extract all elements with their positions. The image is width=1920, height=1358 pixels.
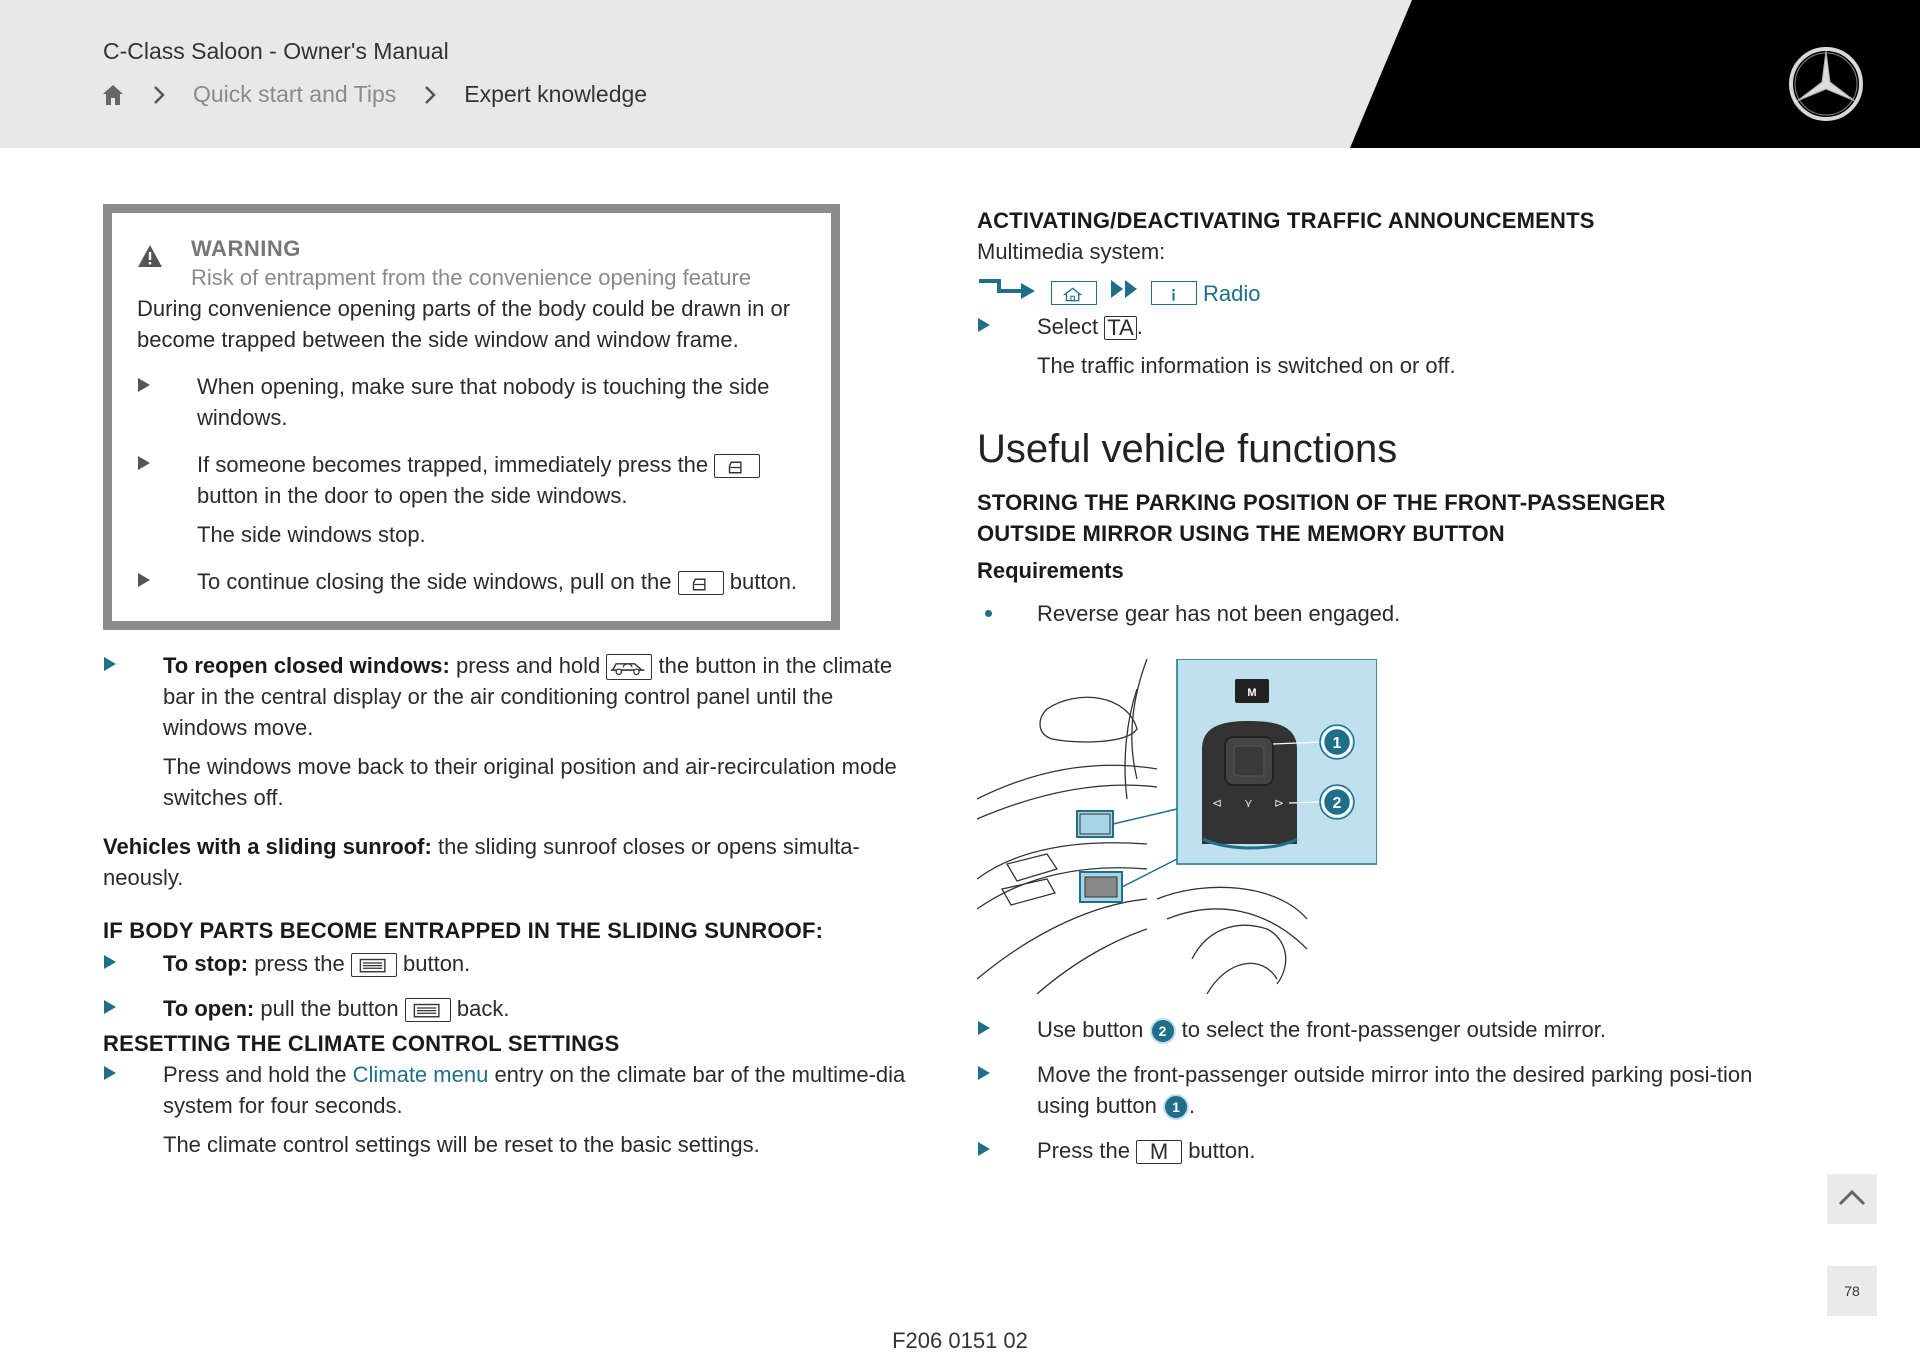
step-result: The climate control settings will be reset to the basic settings. xyxy=(163,1132,760,1157)
arrow-bullet-icon xyxy=(137,449,197,550)
svg-text:⊲: ⊲ xyxy=(1212,796,1223,810)
breadcrumb-link-quick-start[interactable]: Quick start and Tips xyxy=(193,81,397,107)
multimedia-label: Multimedia system: xyxy=(977,239,1166,264)
arrow-bullet-icon xyxy=(977,1014,1037,1045)
step-label: To reopen closed windows: xyxy=(163,653,450,678)
chevron-up-icon xyxy=(1837,1187,1867,1212)
step-text: When opening, make sure that nobody is touching the side windows. xyxy=(197,374,770,430)
arrow-bullet-icon xyxy=(103,948,163,979)
radio-menu-label[interactable]: Radio xyxy=(1203,280,1261,306)
page-number: 78 xyxy=(1844,1283,1860,1299)
footer-code: F206 0151 02 xyxy=(892,1328,1028,1353)
brand-star-logo xyxy=(1787,45,1865,123)
climate-menu-link[interactable]: Climate menu xyxy=(352,1062,489,1087)
section-title: Useful vehicle functions xyxy=(977,427,1398,471)
step-result: The windows move back to their original position and air-recirculation mode switches off. xyxy=(163,754,897,810)
arrow-bullet-icon xyxy=(137,566,197,597)
step-text: Press the xyxy=(1037,1138,1130,1163)
list-item xyxy=(103,993,908,1024)
home-icon[interactable] xyxy=(101,83,125,107)
step-text: press the xyxy=(254,951,345,976)
arrow-bullet-icon xyxy=(977,311,1037,381)
breadcrumb xyxy=(101,81,647,108)
svg-text:⊳: ⊳ xyxy=(1274,796,1285,810)
ta-key: TA xyxy=(1104,316,1136,340)
list-item xyxy=(103,650,908,813)
step-result: The side windows stop. xyxy=(197,522,426,547)
air-recirculation-icon xyxy=(606,654,652,680)
chevron-right-icon xyxy=(151,83,167,107)
list-item xyxy=(977,1014,1767,1045)
warning-subtitle: Risk of entrapment from the convenience opening feature xyxy=(191,265,752,290)
list-item xyxy=(103,948,908,979)
step-text: . xyxy=(1189,1093,1196,1118)
sunroof-paragraph xyxy=(103,831,908,893)
list-item xyxy=(977,1059,1767,1121)
step-text: entry on the climate bar of the multime-dia system for four seconds. xyxy=(163,1062,906,1118)
chevron-right-icon xyxy=(422,83,438,107)
header-bar xyxy=(0,0,1920,148)
window-button-icon xyxy=(714,454,760,478)
memory-m-key: M xyxy=(1136,1140,1182,1164)
list-item xyxy=(103,1059,908,1160)
step-text: button. xyxy=(403,951,471,976)
list-item xyxy=(137,371,807,433)
memory-m-key-label: M xyxy=(1247,687,1257,699)
warning-title: WARNING xyxy=(191,236,301,261)
svg-text:⋎: ⋎ xyxy=(1244,796,1253,810)
requirements-label: Requirements xyxy=(977,558,1124,583)
scroll-to-top-button[interactable] xyxy=(1827,1174,1877,1224)
breadcrumb-current: Expert knowledge xyxy=(464,81,648,107)
step-label: To open: xyxy=(163,996,255,1021)
arrow-bullet-icon xyxy=(103,650,163,813)
home-menu-icon xyxy=(1051,281,1097,305)
storing-heading: STORING THE PARKING POSITION OF THE FRONT-PASSENGER OUTSIDE MIRROR USING THE MEMORY BUTTON xyxy=(977,490,1666,546)
bullet-dot-icon xyxy=(977,598,1037,629)
step-text: back. xyxy=(456,996,510,1021)
list-item: Select TA . The traffic information is switched on or off. xyxy=(977,311,1767,381)
menu-path xyxy=(977,277,1767,309)
list-item xyxy=(137,566,807,597)
arrow-bullet-icon xyxy=(103,1059,163,1160)
callout-1-label: 1 xyxy=(1332,735,1342,752)
step-result: The traffic information is switched on or off. xyxy=(1037,353,1456,378)
manual-title: C-Class Saloon - Owner's Manual xyxy=(103,38,449,64)
mirror-memory-illustration xyxy=(977,659,1377,994)
reset-heading: RESETTING THE CLIMATE CONTROL SETTINGS xyxy=(103,1031,620,1056)
traffic-heading: ACTIVATING/DEACTIVATING TRAFFIC ANNOUNCEMENTS xyxy=(977,208,1595,233)
step-label: To stop: xyxy=(163,951,249,976)
window-button-icon xyxy=(678,571,724,595)
callout-2-label: 2 xyxy=(1332,795,1342,812)
step-text: press and hold xyxy=(455,653,601,678)
arrow-bullet-icon xyxy=(977,1059,1037,1121)
sunroof-label: Vehicles with a sliding sunroof: xyxy=(103,834,432,859)
warning-text: During convenience opening parts of the body could be drawn in or become trapped between the side window and window frame. xyxy=(137,296,791,352)
step-text: pull the button xyxy=(260,996,399,1021)
step-text: button. xyxy=(1188,1138,1256,1163)
arrow-bullet-icon xyxy=(137,371,197,433)
step-text: the button in the climate bar in the central display or the air conditioning control panel until the windows move. xyxy=(163,653,893,740)
forward-arrows-icon xyxy=(1109,277,1141,309)
step-text: to select the front-passenger outside mirror. xyxy=(1181,1017,1606,1042)
sunroof-button-icon xyxy=(351,953,397,977)
list-item xyxy=(137,449,807,550)
page-number-button[interactable] xyxy=(1827,1266,1877,1316)
warning-box xyxy=(103,204,840,630)
right-column xyxy=(977,205,1767,1166)
requirement-text: Reverse gear has not been engaged. xyxy=(1037,601,1401,626)
list-item xyxy=(977,598,1767,629)
sunroof-text: the sliding sunroof closes or opens simulta-neously. xyxy=(103,834,860,890)
arrow-bullet-icon xyxy=(977,1135,1037,1166)
step-text: Move the front-passenger outside mirror into the desired parking posi-tion using button xyxy=(1037,1062,1753,1118)
step-text: button in the door to open the side windows. xyxy=(197,483,628,508)
list-item xyxy=(977,1135,1767,1166)
entrapped-heading: IF BODY PARTS BECOME ENTRAPPED IN THE SLIDING SUNROOF: xyxy=(103,918,824,943)
step-text: Press and hold the xyxy=(163,1062,347,1087)
sunroof-button-icon xyxy=(405,998,451,1022)
step-text: Select xyxy=(1037,314,1099,339)
step-text: Use button xyxy=(1037,1017,1144,1042)
info-menu-icon xyxy=(1151,281,1197,305)
arrow-bullet-icon xyxy=(103,993,163,1024)
left-column xyxy=(103,204,908,1160)
callout-1-badge: 1 xyxy=(1163,1094,1189,1120)
step-text: button. xyxy=(729,569,798,594)
warning-triangle-icon xyxy=(137,243,163,269)
path-arrow-icon xyxy=(977,275,1041,311)
step-text: If someone becomes trapped, immediately press the xyxy=(197,452,709,477)
step-text: To continue closing the side windows, pull on the xyxy=(197,569,672,594)
callout-2-badge: 2 xyxy=(1150,1018,1176,1044)
